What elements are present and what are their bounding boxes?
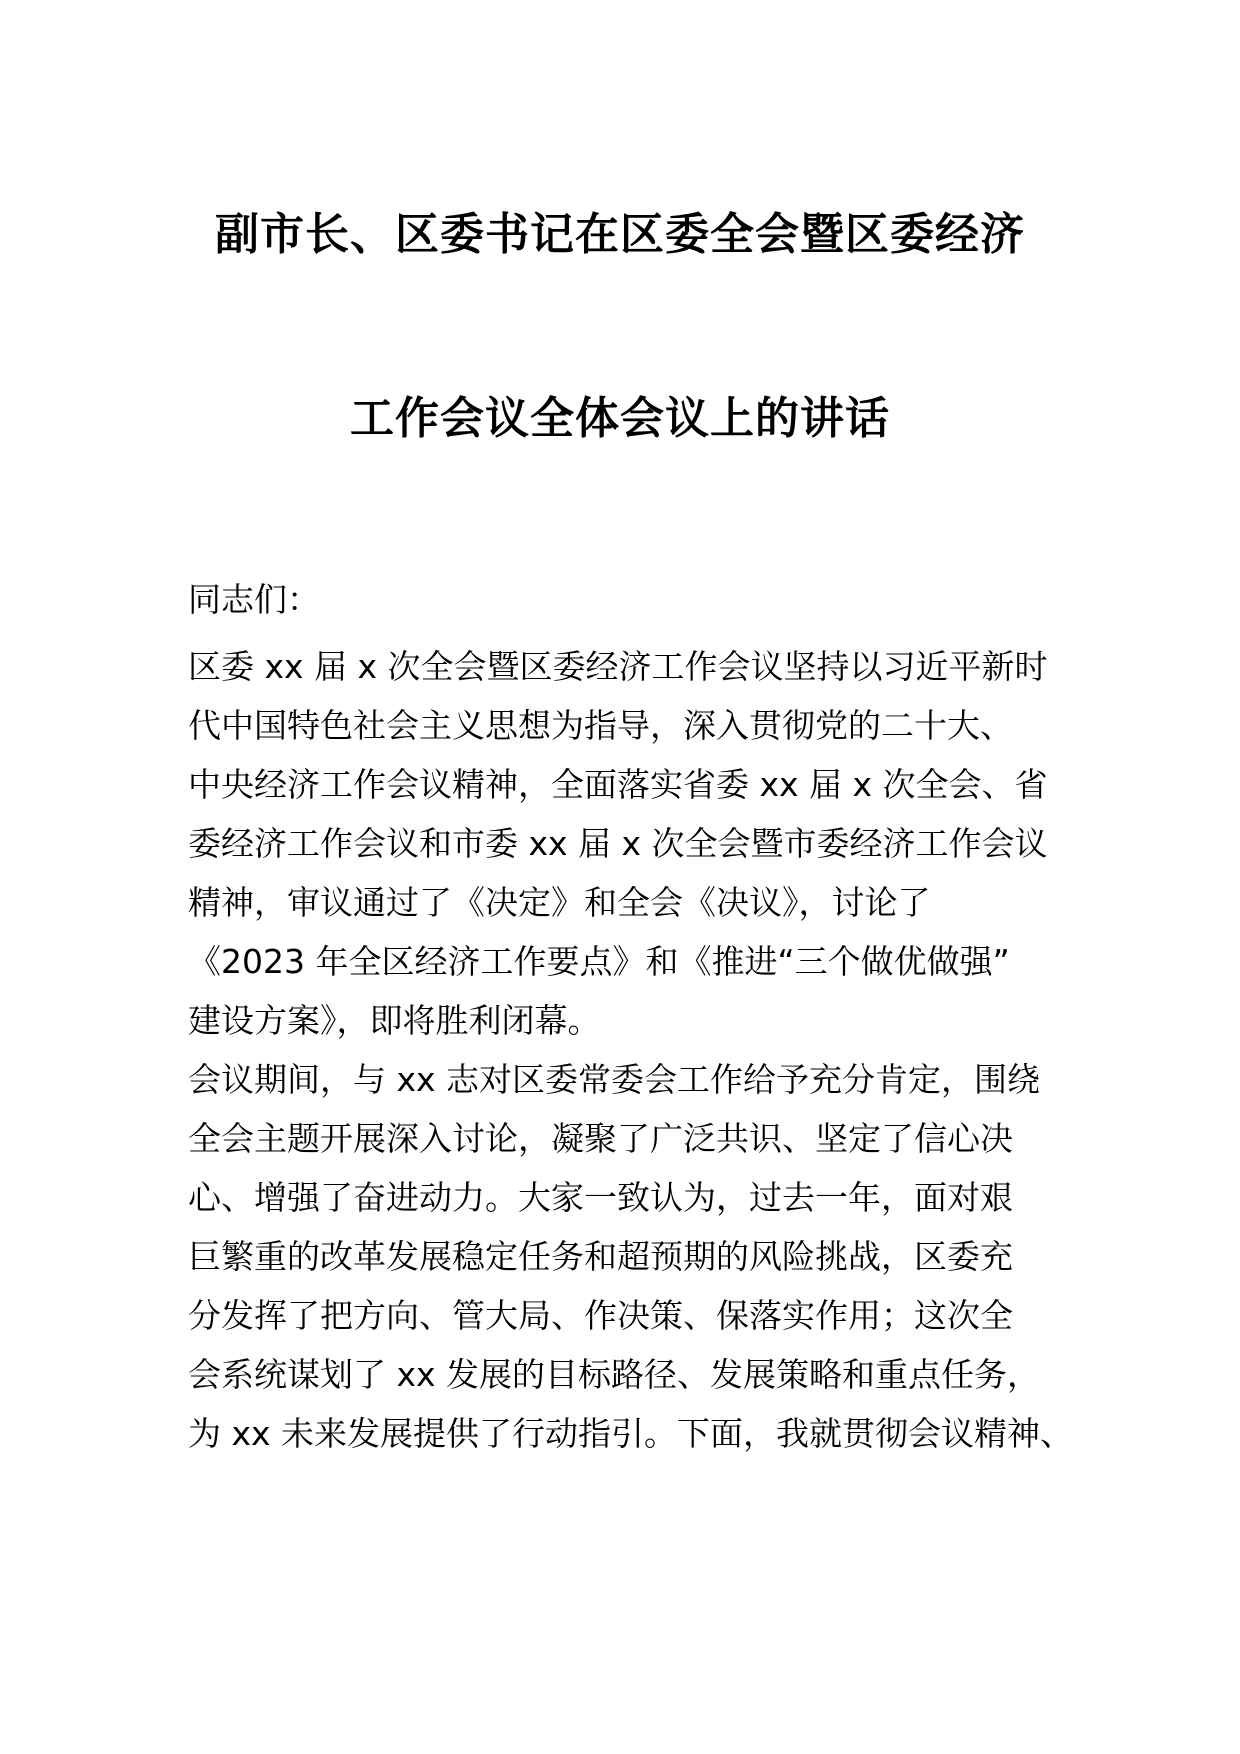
paragraph-line: 分发挥了把方向、管大局、作决策、保落实作用；这次全	[188, 1296, 1013, 1335]
paragraph-line: 会系统谋划了 xx 发展的目标路径、发展策略和重点任务，	[188, 1355, 1041, 1394]
paragraph-line: 会议期间，与 xx 志对区委常委会工作给予充分肯定，围绕	[188, 1060, 1041, 1099]
paragraph-line: 区委 xx 届 x 次全会暨区委经济工作会议坚持以习近平新时	[188, 647, 1048, 686]
paragraph-line: 委经济工作会议和市委 xx 届 x 次全会暨市委经济工作会议	[188, 824, 1048, 863]
paragraph-line: 为 xx 未来发展提供了行动指引。下面，我就贯彻会议精神、	[188, 1414, 1074, 1453]
paragraph-line: 中央经济工作会议精神，全面落实省委 xx 届 x 次全会、省	[188, 765, 1048, 804]
paragraph-line: 建设方案》，即将胜利闭幕。	[188, 1001, 601, 1040]
document-title-line-2: 工作会议全体会议上的讲话	[350, 393, 890, 444]
paragraph-line: 心、增强了奋进动力。大家一致认为，过去一年，面对艰	[188, 1178, 1013, 1217]
paragraph-line: 代中国特色社会主义思想为指导，深入贯彻党的二十大、	[188, 706, 1013, 745]
paragraph-line: 巨繁重的改革发展稳定任务和超预期的风险挑战，区委充	[188, 1237, 1013, 1276]
paragraph-line: 《2023 年全区经济工作要点》和《推进“三个做优做强”	[188, 942, 1010, 981]
salutation: 同志们：	[188, 580, 320, 619]
paragraph-line: 精神，审议通过了《决定》和全会《决议》，讨论了	[188, 883, 931, 922]
document-title-line-1: 副市长、区委书记在区委全会暨区委经济	[215, 209, 1025, 260]
paragraph-line: 全会主题开展深入讨论，凝聚了广泛共识、坚定了信心决	[188, 1119, 1013, 1158]
